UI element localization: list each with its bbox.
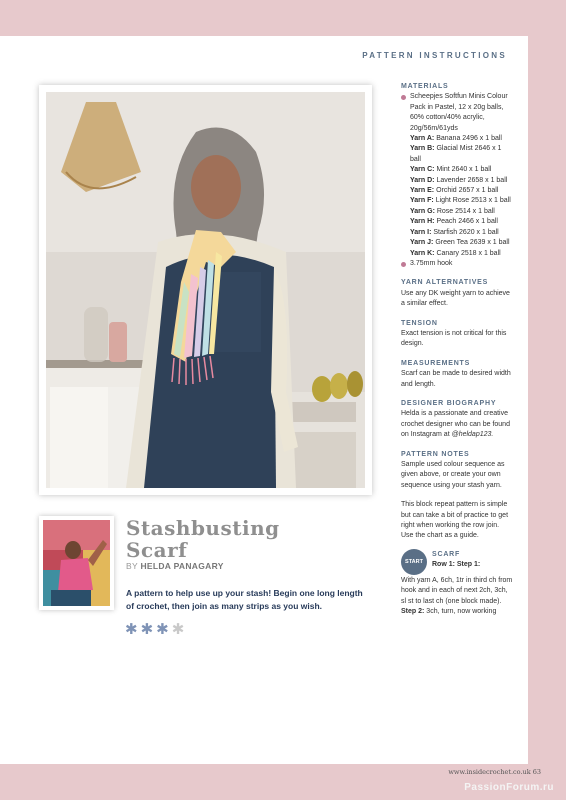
yarn-item xyxy=(401,186,513,196)
instagram-handle: @heldap123. xyxy=(451,431,494,439)
materials-heading: MATERIALS xyxy=(401,83,449,90)
scarf-heading: SCARF xyxy=(432,550,461,558)
yarn-detail: Orchid 2657 x 1 ball xyxy=(436,187,499,195)
yarn-detail: Peach 2466 x 1 ball xyxy=(436,218,498,226)
biography-heading: DESIGNER BIOGRAPHY xyxy=(401,399,497,407)
yarn-detail: Glacial Mist 2646 x 1 ball xyxy=(410,145,502,163)
yarn-item xyxy=(401,249,513,259)
yarn-label: Yarn C: xyxy=(410,166,435,174)
yarn-item xyxy=(401,144,513,165)
yarn-detail: Banana 2496 x 1 ball xyxy=(436,135,502,143)
section-header: PATTERN INSTRUCTIONS xyxy=(362,51,507,60)
biography-body: Helda is a passionate and creative crochet designer who can be found on Instagram at xyxy=(401,410,510,439)
footer-url-page: www.insidecrochet.co.uk 63 xyxy=(448,768,541,776)
yarn-item xyxy=(401,134,513,144)
yarn-label: Yarn H: xyxy=(410,218,435,226)
yarn-item xyxy=(401,176,513,186)
pattern-title xyxy=(126,517,280,561)
designer-name: HELDA PANAGARY xyxy=(140,561,224,571)
pattern-sidebar xyxy=(401,82,513,617)
measurements-heading: MEASUREMENTS xyxy=(401,359,471,367)
yarn-label: Yarn E: xyxy=(410,187,435,195)
difficulty-star-icon: ✱ xyxy=(156,621,169,638)
yarn-alternatives-text: Use any DK weight yarn to achieve a similar effect. xyxy=(401,289,510,308)
title-line-1: Stashbusting xyxy=(126,516,280,540)
yarn-label: Yarn K: xyxy=(410,249,435,257)
step2-text xyxy=(401,607,513,617)
yarn-detail: Green Tea 2639 x 1 ball xyxy=(435,239,510,247)
measurements-text: Scarf can be made to desired width and length. xyxy=(401,370,511,388)
yarn-item xyxy=(401,217,513,227)
biography-text xyxy=(401,409,513,440)
yarn-list xyxy=(401,134,513,259)
yarn-item xyxy=(401,228,513,238)
byline-prefix: BY xyxy=(126,561,138,571)
designer-photo xyxy=(43,520,110,606)
title-line-2: Scarf xyxy=(126,538,188,562)
tension-heading: TENSION xyxy=(401,319,438,327)
yarn-label: Yarn J: xyxy=(410,239,434,247)
yarn-detail: Canary 2518 x 1 ball xyxy=(436,249,501,257)
yarn-item xyxy=(401,165,513,175)
scarf-section xyxy=(401,550,513,575)
difficulty-star-icon: ✱ xyxy=(171,621,185,638)
start-badge: START xyxy=(401,549,427,575)
yarn-detail: Starfish 2620 x 1 ball xyxy=(433,228,499,236)
yarn-label: Yarn B: xyxy=(410,145,435,153)
yarn-detail: Rose 2514 x 1 ball xyxy=(436,207,495,215)
yarn-item xyxy=(401,238,513,248)
yarn-label: Yarn F: xyxy=(410,197,434,205)
row1-label: Row 1: Step 1: xyxy=(432,561,481,569)
row1-text: With yarn A, 6ch, 1tr in third ch from hook and in each of next 2ch, 3ch, sl st to last ch (one block made). xyxy=(401,576,513,605)
yarn-label: Yarn D: xyxy=(410,176,435,184)
difficulty-rating xyxy=(125,622,184,637)
yarn-item xyxy=(401,207,513,217)
yarn-label: Yarn G: xyxy=(410,207,435,215)
yarn-alternatives-heading: YARN ALTERNATIVES xyxy=(401,279,489,287)
yarn-pack: Scheepjes Softfun Minis Colour Pack in Pastel, 12 x 20g balls, 60% cotton/40% acrylic, 20g/56m/61yds xyxy=(401,92,513,134)
hook: 3.75mm hook xyxy=(401,259,513,269)
notes-paragraph-2: This block repeat pattern is simple but can take a bit of practice to get right when working the row join. Use the chart as a guide. xyxy=(401,501,509,540)
yarn-detail: Light Rose 2513 x 1 ball xyxy=(435,197,511,205)
intro-text: A pattern to help use up your stash! Begin one long length of crochet, then join as many strips as you wish. xyxy=(126,588,363,611)
difficulty-star-icon: ✱ xyxy=(140,621,154,638)
yarn-label: Yarn A: xyxy=(410,135,435,143)
yarn-detail: Mint 2640 x 1 ball xyxy=(436,166,492,174)
notes-paragraph-1: Sample used colour sequence as given above, or create your own sequence using your stash yarn. xyxy=(401,461,505,489)
difficulty-star-icon: ✱ xyxy=(125,621,138,638)
yarn-item xyxy=(401,196,513,206)
step2-body: 3ch, turn, now working xyxy=(426,608,497,616)
notes-heading: PATTERN NOTES xyxy=(401,450,470,458)
step2-label: Step 2: xyxy=(401,608,425,616)
yarn-detail: Lavender 2658 x 1 ball xyxy=(436,176,508,184)
designer-photo-frame xyxy=(39,516,114,610)
watermark: PassionForum.ru xyxy=(464,782,554,793)
main-photo-frame xyxy=(39,85,372,495)
tension-text: Exact tension is not critical for this design. xyxy=(401,329,507,348)
yarn-label: Yarn I: xyxy=(410,228,432,236)
byline xyxy=(126,561,224,571)
main-photo xyxy=(46,92,365,488)
